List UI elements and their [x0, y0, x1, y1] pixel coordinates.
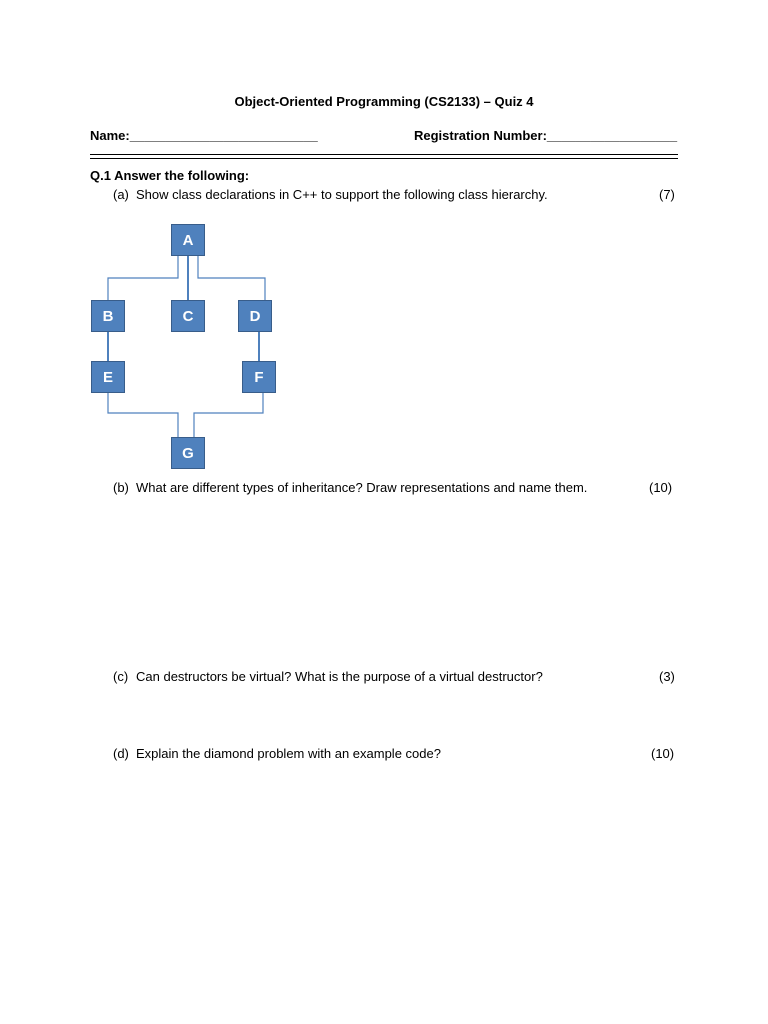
part-b-text: What are different types of inheritance? Draw representations and name them. [136, 480, 588, 495]
part-b-letter: (b) [113, 480, 129, 495]
registration-label: Registration Number: [414, 128, 547, 143]
registration-blank: __________________ [546, 128, 678, 143]
name-label: Name: [90, 128, 130, 143]
part-c-marks: (3) [659, 669, 675, 684]
part-d-text: Explain the diamond problem with an example code? [136, 746, 441, 761]
node-b: B [91, 300, 125, 332]
part-c-letter: (c) [113, 669, 129, 684]
node-c: C [171, 300, 205, 332]
part-c-text: Can destructors be virtual? What is the purpose of a virtual destructor? [136, 669, 543, 684]
part-d-marks: (10) [651, 746, 675, 761]
edge-e-g [108, 393, 178, 437]
node-d: D [238, 300, 272, 332]
node-g: G [171, 437, 205, 469]
part-a-letter: (a) [113, 187, 129, 202]
node-a: A [171, 224, 205, 256]
edge-a-d [198, 255, 265, 300]
quiz-title: Object-Oriented Programming (CS2133) – Quiz 4 [234, 94, 534, 109]
node-e: E [91, 361, 125, 393]
edge-a-b [108, 255, 178, 300]
node-f: F [242, 361, 276, 393]
name-blank: __________________________ [129, 128, 318, 143]
edge-f-g [194, 393, 263, 437]
part-d-letter: (d) [113, 746, 129, 761]
part-a-marks: (7) [659, 187, 675, 202]
part-a-text: Show class declarations in C++ to support the following class hierarchy. [136, 187, 548, 202]
part-b-marks: (10) [649, 480, 673, 495]
question-heading: Q.1 Answer the following: [90, 168, 250, 183]
